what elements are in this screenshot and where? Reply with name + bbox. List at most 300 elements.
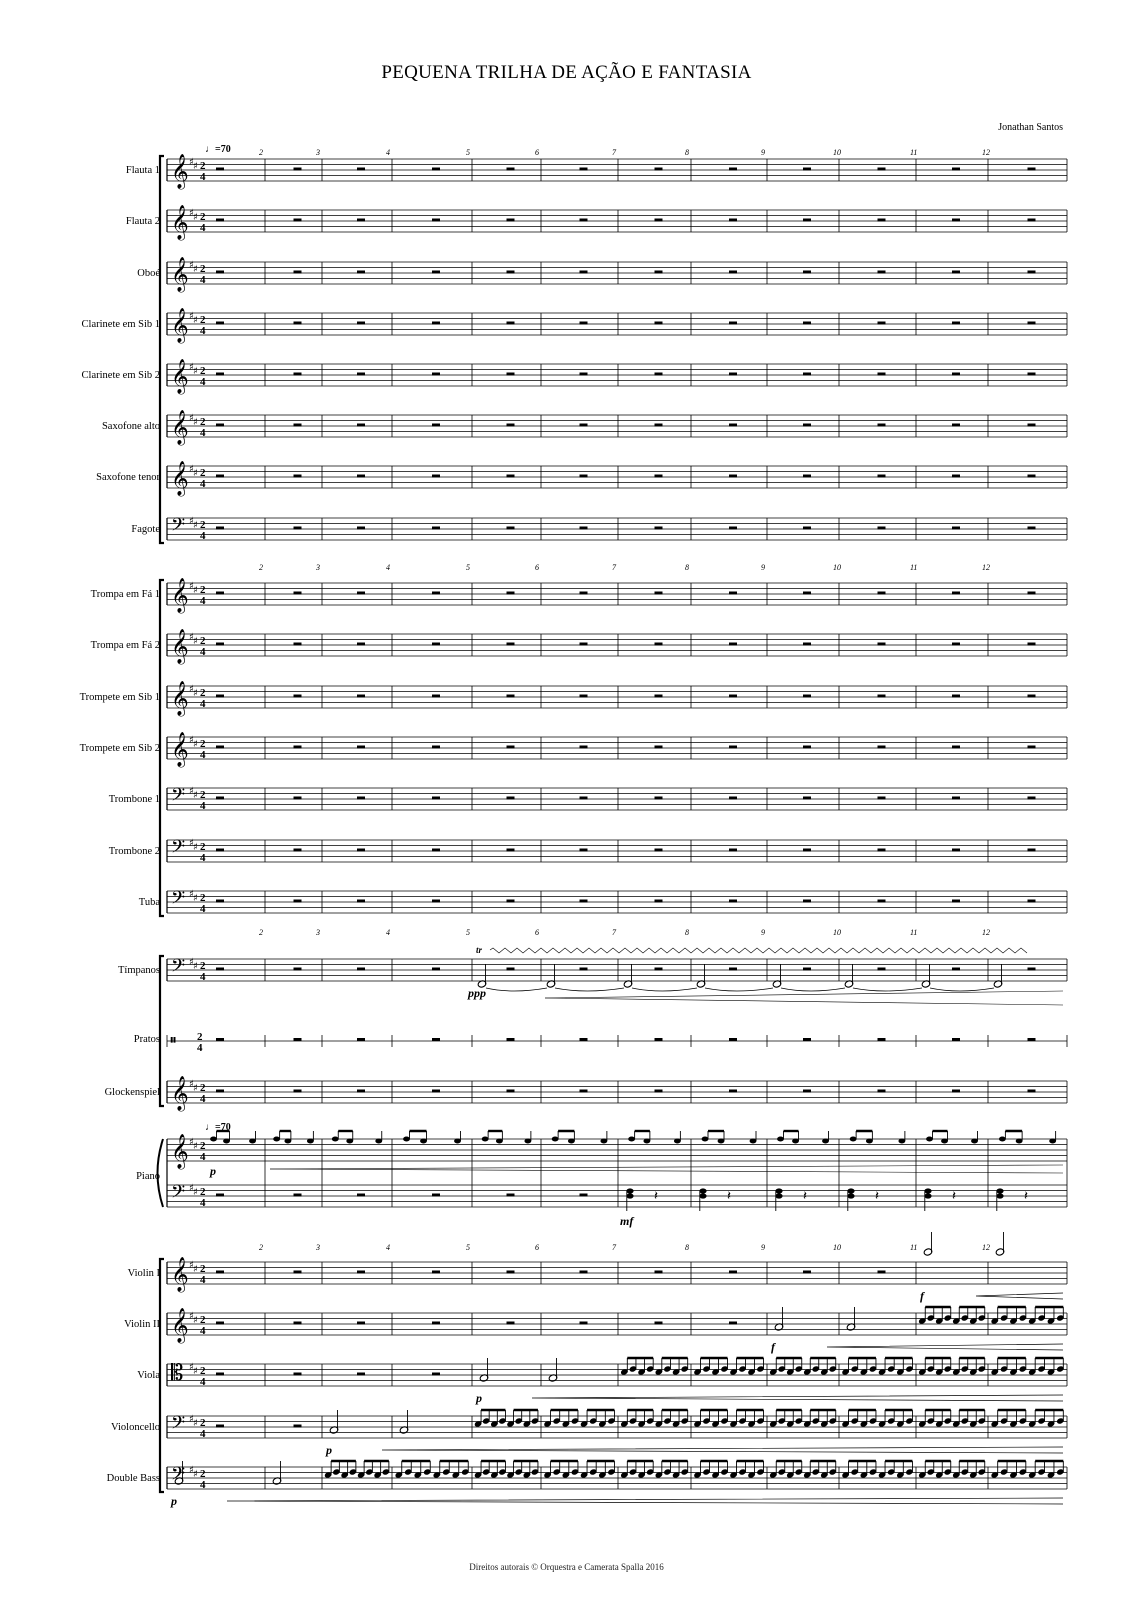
staff-1-rest [729,168,737,171]
string-1-rest [507,1271,515,1274]
staff-7-key-signature: ♯ [189,464,194,475]
staff-8-rest [1028,527,1036,530]
staff-10-rest [294,643,302,646]
pratos-rest [507,1038,515,1041]
piano-crescendo-line [270,1165,1063,1169]
staff-4-rest [655,322,663,325]
staff-6-rest [357,424,365,427]
strings-measure-number: 8 [685,1243,689,1252]
trill-mark: tr [476,945,483,955]
piano-rh-note [552,1137,559,1142]
staff-15-label: Tuba [138,897,160,908]
staff-14-rest [216,849,224,852]
staff-13-rest [294,797,302,800]
piano-rh-note [971,1139,978,1144]
staff-14-time-signature: 2 [200,841,206,853]
string-1-time-signature: 2 [200,1263,206,1275]
piano-rh-time-signature: 2 [200,1140,206,1152]
woodwinds-measure-number: 9 [761,148,765,157]
pratos-rest [952,1038,960,1041]
strings-measure-number: 10 [833,1243,841,1252]
string-4-time-signature: 4 [200,1428,206,1440]
staff-11-key-signature: ♯ [189,684,194,695]
staff-13-clef: 𝄢 [171,785,186,810]
staff-12-rest [580,746,588,749]
piano-lh-dynamic: mf [620,1214,634,1228]
piano-lh-rest [432,1194,440,1197]
staff-4-rest [878,322,886,325]
pratos-rest [432,1038,440,1041]
instrument-group-bracket [160,156,164,543]
timpani-rest [216,968,224,971]
piano-rh-note [210,1137,217,1142]
timpani-rest [1028,968,1036,971]
pratos-rest [655,1038,663,1041]
staff-4-rest [294,322,302,325]
staff-11-rest [878,695,886,698]
staff-10-rest [878,643,886,646]
staff-3-time-signature: 2 [200,263,206,275]
staff-11-key-signature: ♯ [193,688,198,699]
timpani-clef: 𝄢 [171,956,186,981]
string-1-rest [294,1271,302,1274]
staff-12-rest [655,746,663,749]
piano-lh-rest: 𝄽 [952,1189,956,1204]
staff-2-rest [655,219,663,222]
staff-10-key-signature: ♯ [193,636,198,647]
staff-6-rest [729,424,737,427]
staff-14-rest [878,849,886,852]
piano-lh-chord-note [924,1188,931,1193]
pratos-rest [294,1038,302,1041]
glockenspiel-rest [507,1090,515,1093]
staff-4-rest [952,322,960,325]
string-2-time-signature: 2 [200,1314,206,1326]
string-5-crescendo [227,1498,1063,1504]
tie [555,988,624,991]
staff-3-rest [878,271,886,274]
staff-14-key-signature: ♯ [193,842,198,853]
string-5-label: Double Bass [106,1473,160,1484]
staff-13-rest [580,797,588,800]
staff-9-time-signature: 4 [200,595,206,607]
staff-9-rest [803,592,811,595]
piano-rh-note [1016,1139,1023,1144]
percussion-measure-number: 8 [685,928,689,937]
staff-2-time-signature: 4 [200,222,206,234]
staff-11-rest [952,695,960,698]
staff-11-time-signature: 4 [200,698,206,710]
staff-3-key-signature: ♯ [189,260,194,271]
staff-7-time-signature: 2 [200,467,206,479]
staff-15-rest [1028,900,1036,903]
staff-5-clef: 𝄞 [171,359,189,394]
staff-14-key-signature: ♯ [189,838,194,849]
piano-rh-note [926,1137,933,1142]
staff-8-rest [432,527,440,530]
staff-8-key-signature: ♯ [189,516,194,527]
staff-10-label: Trompa em Fá 2 [90,640,160,651]
staff-11-label: Trompete em Sib 1 [79,692,160,703]
staff-6-rest [803,424,811,427]
string-3-key-signature: ♯ [189,1362,194,1373]
staff-2-rest [432,219,440,222]
staff-3-rest [803,271,811,274]
glockenspiel-time-signature: 4 [200,1093,206,1105]
staff-15-rest [580,900,588,903]
string-2-clef: 𝄞 [171,1308,189,1343]
string-3-rest [357,1373,365,1376]
staff-15-time-signature: 2 [200,892,206,904]
staff-10-clef: 𝄞 [171,629,189,664]
brass-measure-number: 8 [685,563,689,572]
glockenspiel-rest [655,1090,663,1093]
staff-13-key-signature: ♯ [193,790,198,801]
staff-11-rest [507,695,515,698]
timpani-time-signature: 2 [200,960,206,972]
staff-5-key-signature: ♯ [193,366,198,377]
staff-8-key-signature: ♯ [193,520,198,531]
staff-14-rest [803,849,811,852]
string-2-key-signature: ♯ [193,1315,198,1326]
staff-8-time-signature: 4 [200,530,206,542]
staff-4-rest [507,322,515,325]
staff-15-rest [507,900,515,903]
staff-10-rest [655,643,663,646]
timpani-time-signature: 4 [200,971,206,983]
staff-2-rest [357,219,365,222]
piano-rh-key-signature: ♯ [189,1137,194,1148]
staff-5-rest [216,373,224,376]
staff-5-time-signature: 4 [200,376,206,388]
staff-1-rest [432,168,440,171]
string-4-dynamic: p [326,1443,332,1457]
staff-4-clef: 𝄞 [171,308,189,343]
piano-rh-note [496,1139,503,1144]
timpani-rest [294,968,302,971]
piano-rh-note [1049,1139,1056,1144]
staff-10-rest [580,643,588,646]
staff-10-rest [432,643,440,646]
woodwinds-measure-number: 7 [612,148,616,157]
staff-14-label: Trombone 2 [108,846,160,857]
string-1-clef: 𝄞 [171,1257,189,1292]
staff-14-rest [507,849,515,852]
staff-5-key-signature: ♯ [189,362,194,373]
string-4-label: Violoncello [111,1422,160,1433]
staff-11-time-signature: 2 [200,687,206,699]
piano-rh-note [718,1139,725,1144]
strings-bracket [160,1259,164,1492]
staff-4-rest [1028,322,1036,325]
piano-lh-chord-note [775,1188,782,1193]
string-3-time-signature: 4 [200,1376,206,1388]
string-1-key-signature: ♯ [189,1260,194,1271]
staff-8-clef: 𝄢 [171,515,186,540]
piano-lh-key-signature: ♯ [193,1187,198,1198]
staff-5-rest [655,373,663,376]
staff-9-time-signature: 2 [200,584,206,596]
pratos-time-signature: 2 [197,1031,203,1043]
piano-rh-note [850,1137,857,1142]
staff-15-rest [803,900,811,903]
brass-measure-number: 12 [982,563,990,572]
staff-15-clef: 𝄢 [171,888,186,913]
staff-10-rest [803,643,811,646]
glockenspiel-time-signature: 2 [200,1082,206,1094]
staff-15-rest [952,900,960,903]
staff-3-rest [507,271,515,274]
staff-12-rest [357,746,365,749]
timpani-rest [952,968,960,971]
timpani-key-signature: ♯ [193,961,198,972]
staff-3-rest [216,271,224,274]
timpani-key-signature: ♯ [189,957,194,968]
staff-1-rest [580,168,588,171]
woodwinds-measure-number: 4 [386,148,390,157]
staff-9-clef: 𝄞 [171,578,189,613]
percussion-measure-number: 9 [761,928,765,937]
staff-9-rest [294,592,302,595]
string-2-rest [729,1322,737,1325]
staff-11-rest [432,695,440,698]
string-1-key-signature: ♯ [193,1264,198,1275]
string-3-dynamic: p [476,1391,482,1405]
staff-2-rest [294,219,302,222]
timpani-rest [507,968,515,971]
staff-15-rest [357,900,365,903]
staff-1-rest [357,168,365,171]
staff-8-rest [294,527,302,530]
composer-name: Jonathan Santos [998,122,1063,133]
staff-8-rest [357,527,365,530]
piano-rh-note [792,1139,799,1144]
staff-5-rest [580,373,588,376]
piano-rh-note [482,1137,489,1142]
piano-rh-note [750,1139,757,1144]
staff-5-time-signature: 2 [200,365,206,377]
strings-measure-number: 2 [259,1243,263,1252]
string-1-rest [580,1271,588,1274]
strings-measure-number: 3 [316,1243,320,1252]
staff-13-rest [216,797,224,800]
staff-3-rest [1028,271,1036,274]
piano-lh-chord-note [924,1193,931,1198]
staff-7-rest [1028,475,1036,478]
glockenspiel-rest [878,1090,886,1093]
staff-15-rest [216,900,224,903]
piano-rh-note [420,1139,427,1144]
piano-crescendo-line [270,1169,1063,1173]
staff-8-rest [729,527,737,530]
pratos-rest [357,1038,365,1041]
staff-8-rest [952,527,960,530]
woodwinds-measure-number: 8 [685,148,689,157]
staff-2-rest [803,219,811,222]
string-4-clef: 𝄢 [171,1413,186,1438]
staff-2-rest [216,219,224,222]
string-3-key-signature: ♯ [193,1366,198,1377]
woodwinds-measure-number: 5 [466,148,470,157]
string-4-crescendo [382,1447,1063,1453]
brass-measure-number: 11 [910,563,918,572]
staff-3-rest [580,271,588,274]
staff-14-rest [357,849,365,852]
staff-7-rest [507,475,515,478]
string-2-dynamic: f [771,1340,775,1354]
staff-15-rest [432,900,440,903]
pratos-clef: 𝄥 [171,1034,176,1049]
woodwinds-measure-number: 6 [535,148,539,157]
staff-6-rest [432,424,440,427]
strings-measure-number: 6 [535,1243,539,1252]
staff-15-rest [655,900,663,903]
string-1-rest [357,1271,365,1274]
staff-9-rest [878,592,886,595]
piano-rh-note [777,1137,784,1142]
staff-12-label: Trompete em Sib 2 [79,743,160,754]
piano-lh-chord-note [847,1193,854,1198]
piano-lh-clef: 𝄢 [171,1182,186,1207]
woodwinds-measure-number: 12 [982,148,990,157]
staff-5-rest [729,373,737,376]
staff-4-label: Clarinete em Sib 1 [81,319,160,330]
tie [930,988,994,991]
staff-9-rest [432,592,440,595]
glockenspiel-key-signature: ♯ [189,1079,194,1090]
staff-7-rest [729,475,737,478]
tempo-marking: ♩=70 [205,144,231,155]
tie [781,988,845,991]
piano-rh-note [822,1139,829,1144]
staff-4-rest [580,322,588,325]
staff-6-rest [507,424,515,427]
staff-2-rest [952,219,960,222]
staff-2-key-signature: ♯ [189,208,194,219]
brass-measure-number: 4 [386,563,390,572]
staff-9-rest [952,592,960,595]
string-2-rest [432,1322,440,1325]
staff-8-rest [507,527,515,530]
staff-9-rest [216,592,224,595]
staff-2-time-signature: 2 [200,211,206,223]
string-3-crescendo [532,1395,1063,1401]
string-3-clef: 𝄡 [171,1361,184,1386]
staff-11-rest [803,695,811,698]
timpani-rest [580,968,588,971]
string-5-dynamic: p [171,1494,177,1508]
percussion-measure-number: 3 [316,928,320,937]
piano-label: Piano [136,1171,160,1182]
staff-2-rest [580,219,588,222]
staff-10-time-signature: 2 [200,635,206,647]
piano-lh-chord-note [699,1193,706,1198]
staff-5-rest [507,373,515,376]
string-4-rest [294,1425,302,1428]
staff-3-rest [432,271,440,274]
string-1-rest [803,1271,811,1274]
staff-6-rest [655,424,663,427]
staff-13-rest [357,797,365,800]
staff-5-rest [294,373,302,376]
string-5-key-signature: ♯ [189,1465,194,1476]
brass-measure-number: 7 [612,563,616,572]
glockenspiel-rest [803,1090,811,1093]
copyright-footer: Direitos autorais © Orquestra e Camerata Spalla 2016 [469,1562,664,1572]
staff-10-rest [1028,643,1036,646]
string-2-rest [580,1322,588,1325]
staff-6-label: Saxofone alto [101,421,160,432]
staff-3-clef: 𝄞 [171,257,189,292]
staff-9-rest [507,592,515,595]
piano-rh-note [999,1137,1006,1142]
timpani-rest [878,968,886,971]
staff-3-label: Oboé [137,268,160,279]
glockenspiel-rest [294,1090,302,1093]
tie [705,988,773,991]
piano-rh-note [568,1139,575,1144]
staff-8-rest [878,527,886,530]
string-2-rest [507,1322,515,1325]
staff-14-rest [952,849,960,852]
staff-2-label: Flauta 2 [125,216,160,227]
strings-measure-number: 11 [910,1243,918,1252]
string-2-label: Violin II [124,1319,160,1330]
staff-2-rest [507,219,515,222]
brass-measure-number: 3 [316,563,320,572]
staff-2-rest [729,219,737,222]
piano-lh-key-signature: ♯ [189,1183,194,1194]
string-3-rest [216,1373,224,1376]
woodwinds-measure-number: 10 [833,148,841,157]
timpani-label: Tímpanos [118,965,160,976]
staff-13-rest [729,797,737,800]
piano-rh-note [643,1139,650,1144]
staff-13-rest [655,797,663,800]
piano-lh-rest [580,1194,588,1197]
staff-6-rest [1028,424,1036,427]
staff-9-rest [1028,592,1036,595]
string-3-label: Viola [137,1370,160,1381]
piano-rh-note [524,1139,531,1144]
staff-11-rest [655,695,663,698]
staff-1-rest [1028,168,1036,171]
string-2-rest [357,1322,365,1325]
string-1-label: Violin I [127,1268,160,1279]
piano-rh-note [403,1137,410,1142]
glockenspiel-rest [432,1090,440,1093]
staff-6-key-signature: ♯ [193,417,198,428]
timpani-rest [357,968,365,971]
staff-1-time-signature: 2 [200,160,206,172]
staff-14-time-signature: 4 [200,852,206,864]
piano-rh-clef: 𝄞 [171,1134,189,1169]
strings-measure-number: 4 [386,1243,390,1252]
staff-9-rest [357,592,365,595]
glockenspiel-rest [580,1090,588,1093]
piano-rh-note [674,1139,681,1144]
staff-13-time-signature: 2 [200,789,206,801]
staff-12-rest [952,746,960,749]
staff-12-rest [294,746,302,749]
piano-rh-note [375,1139,382,1144]
piano-rh-dynamic: p [210,1164,216,1178]
strings-measure-number: 12 [982,1243,990,1252]
glockenspiel-rest [357,1090,365,1093]
staff-2-rest [1028,219,1036,222]
staff-6-rest [580,424,588,427]
staff-14-rest [655,849,663,852]
